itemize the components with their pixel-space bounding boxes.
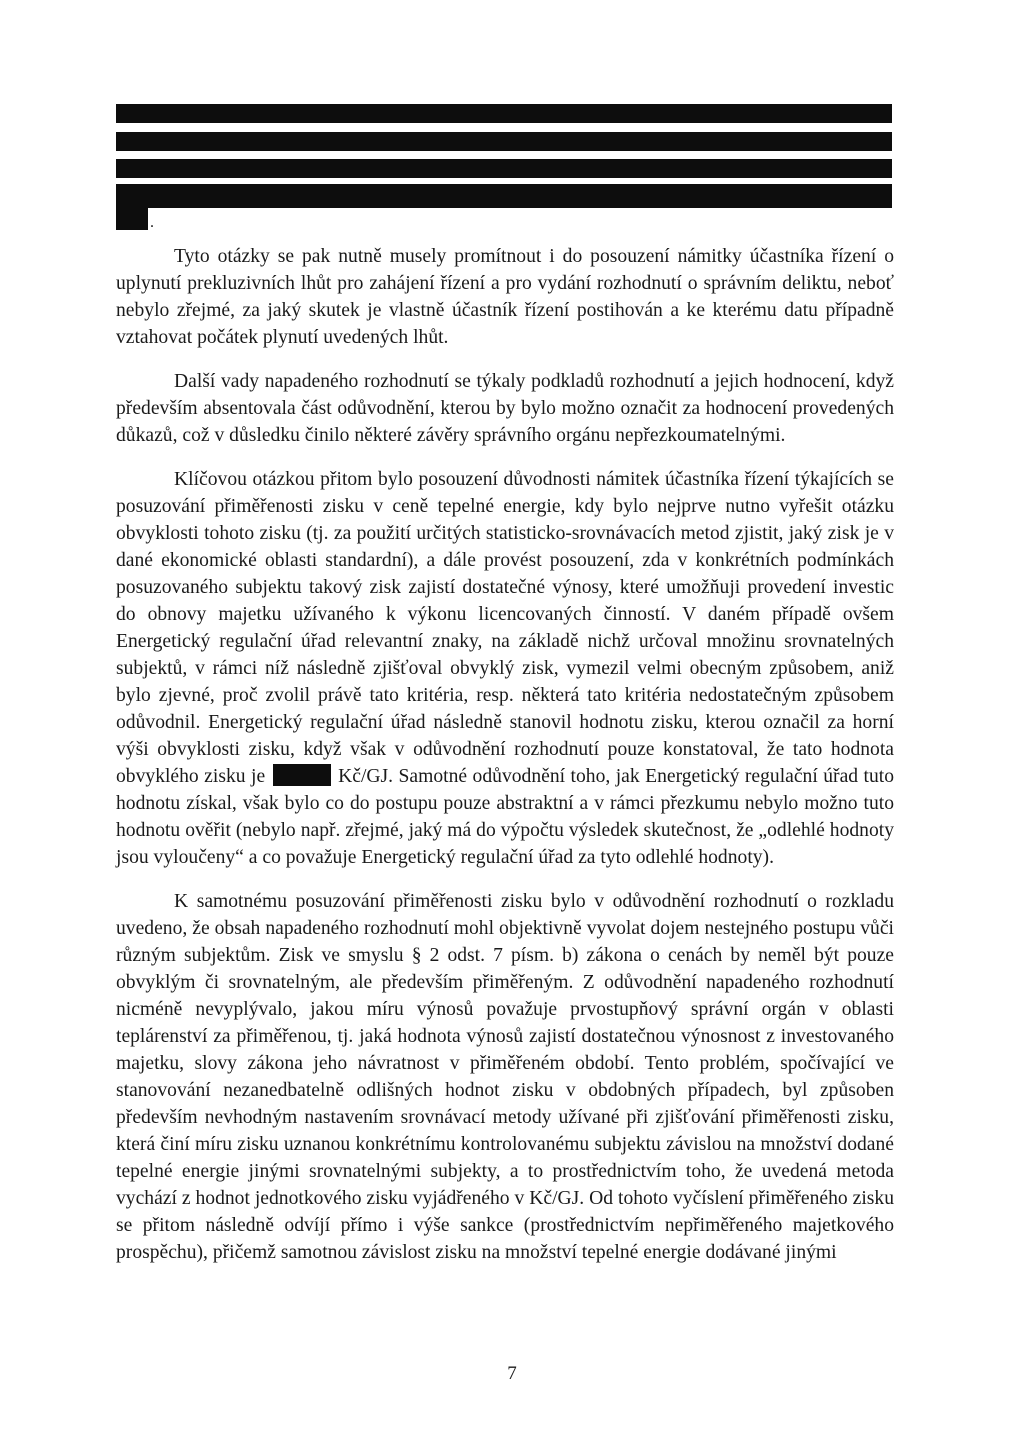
paragraph-3-text-b: Kč/GJ. Samotné odůvodnění toho, jak Energetický regulační úřad tuto hodnotu získal, však bylo co do postupu pouze abstraktní a v rámci přezkumu nebylo možno tuto hodnotu ověřit (nebylo např. zřejmé, jaký má do výpočtu výsledek skutečnost, že „odlehlé hodnoty jsou vyloučeny“ a co považuje Energetický regulační úřad za tyto odlehlé hodnoty).: [116, 766, 895, 868]
paragraph-3-text-a: Klíčovou otázkou přitom bylo posouzení důvodnosti námitek účastníka řízení týkajících se posuzování přiměřenosti zisku v ceně tepelné energie, kdy bylo nejprve nutno vyřešit otázku obvyklosti tohoto zisku (tj. za použití určitých statisticko-srovnávacích metod zjistit, jaký zisk je v dané ekonomické oblasti standardní), a dále provést posouzení, zda v konkrétních podmínkách posuzovaného subjektu takový zisk zajistí dostatečné výnosy, které umožňuji provedení investic do obnovy majetku užívaného k výkonu licencovaných činností. V daném případě ovšem Energetický regulační úřad relevantní znaky, na základě nichž určoval množinu srovnatelných subjektů, v rámci níž následně zjišťoval obvyklý zisk, vymezil velmi obecným způsobem, aniž bylo zjevné, proč zvolil právě tato kritéria, resp. některá tato kritéria nedostatečným způsobem odůvodnil. Energetický regulační úřad následně stanovil hodnotu zisku, kterou označil za horní výši obvyklosti zisku, když však v odůvodnění rozhodnutí pouze konstatoval, že tato hodnota obvyklého zisku je: [116, 469, 894, 787]
redaction-bar: [116, 184, 892, 208]
paragraph-1: Tyto otázky se pak nutně musely promítnout i do posouzení námitky účastníka řízení o uplynutí prekluzivních lhůt pro zahájení řízení a pro vydání rozhodnutí o správním deliktu, neboť nebylo zřejmé, za jaký skutek je vlastně účastník řízení postihován a ke kterému datu případně vztahovat počátek plynutí uvedených lhůt.: [116, 246, 894, 348]
inline-redaction: [273, 764, 331, 786]
page-number: 7: [507, 1363, 517, 1384]
redacted-block-top: [116, 104, 892, 208]
redaction-tail: [116, 208, 148, 230]
paragraph-3: [116, 466, 894, 871]
paragraph-2: Další vady napadeného rozhodnutí se týkaly podkladů rozhodnutí a jejich hodnocení, když především absentovala část odůvodnění, kterou by bylo možno označit za hodnocení provedených důkazů, což v důsledku činilo některé závěry správního orgánu nepřezkoumatelnými.: [116, 371, 894, 446]
redaction-bar: [116, 159, 892, 178]
redaction-period: .: [150, 214, 154, 231]
redaction-bar: [116, 132, 892, 151]
paragraph-4: K samotnému posuzování přiměřenosti zisku bylo v odůvodnění rozhodnutí o rozkladu uvedeno, že obsah napadeného rozhodnutí mohl objektivně vyvolat dojem nestejného postupu vůči různým subjektům. Zisk ve smyslu § 2 odst. 7 písm. b) zákona o cenách by neměl být pouze obvyklým či srovnatelným, ale především přiměřeným. Z odůvodnění napadeného rozhodnutí nicméně nevyplývalo, jakou míru výnosů považuje prvostupňový správní orgán v oblasti teplárenství za přiměřenou, tj. jaká hodnota výnosů zajistí dostatečnou výnosnost z investovaného majetku, slovy zákona jeho návratnost v přiměřeném období. Tento problém, spočívající ve stanovování nezanedbatelně odlišných hodnot zisku v obdobných případech, byl způsoben především nevhodným nastavením srovnávací metody užívané při zjišťování přiměřenosti zisku, která činí míru zisku uznanou konkrétnímu kontrolovanému subjektu závislou na množství dodané tepelné energie jinými srovnatelnými subjekty, a to prostřednictvím toho, že uvedená metoda vychází z hodnot jednotkového zisku vyjádřeného v Kč/GJ. Od tohoto vyčíslení přiměřeného zisku se přitom následně odvíjí přímo i výše sankce (prostřednictvím nepřiměřeného majetkového prospěchu), přičemž samotnou závislost zisku na množství tepelné energie dodávané jinými: [116, 891, 894, 1263]
document-body: [116, 243, 894, 1283]
redaction-bar: [116, 104, 892, 123]
